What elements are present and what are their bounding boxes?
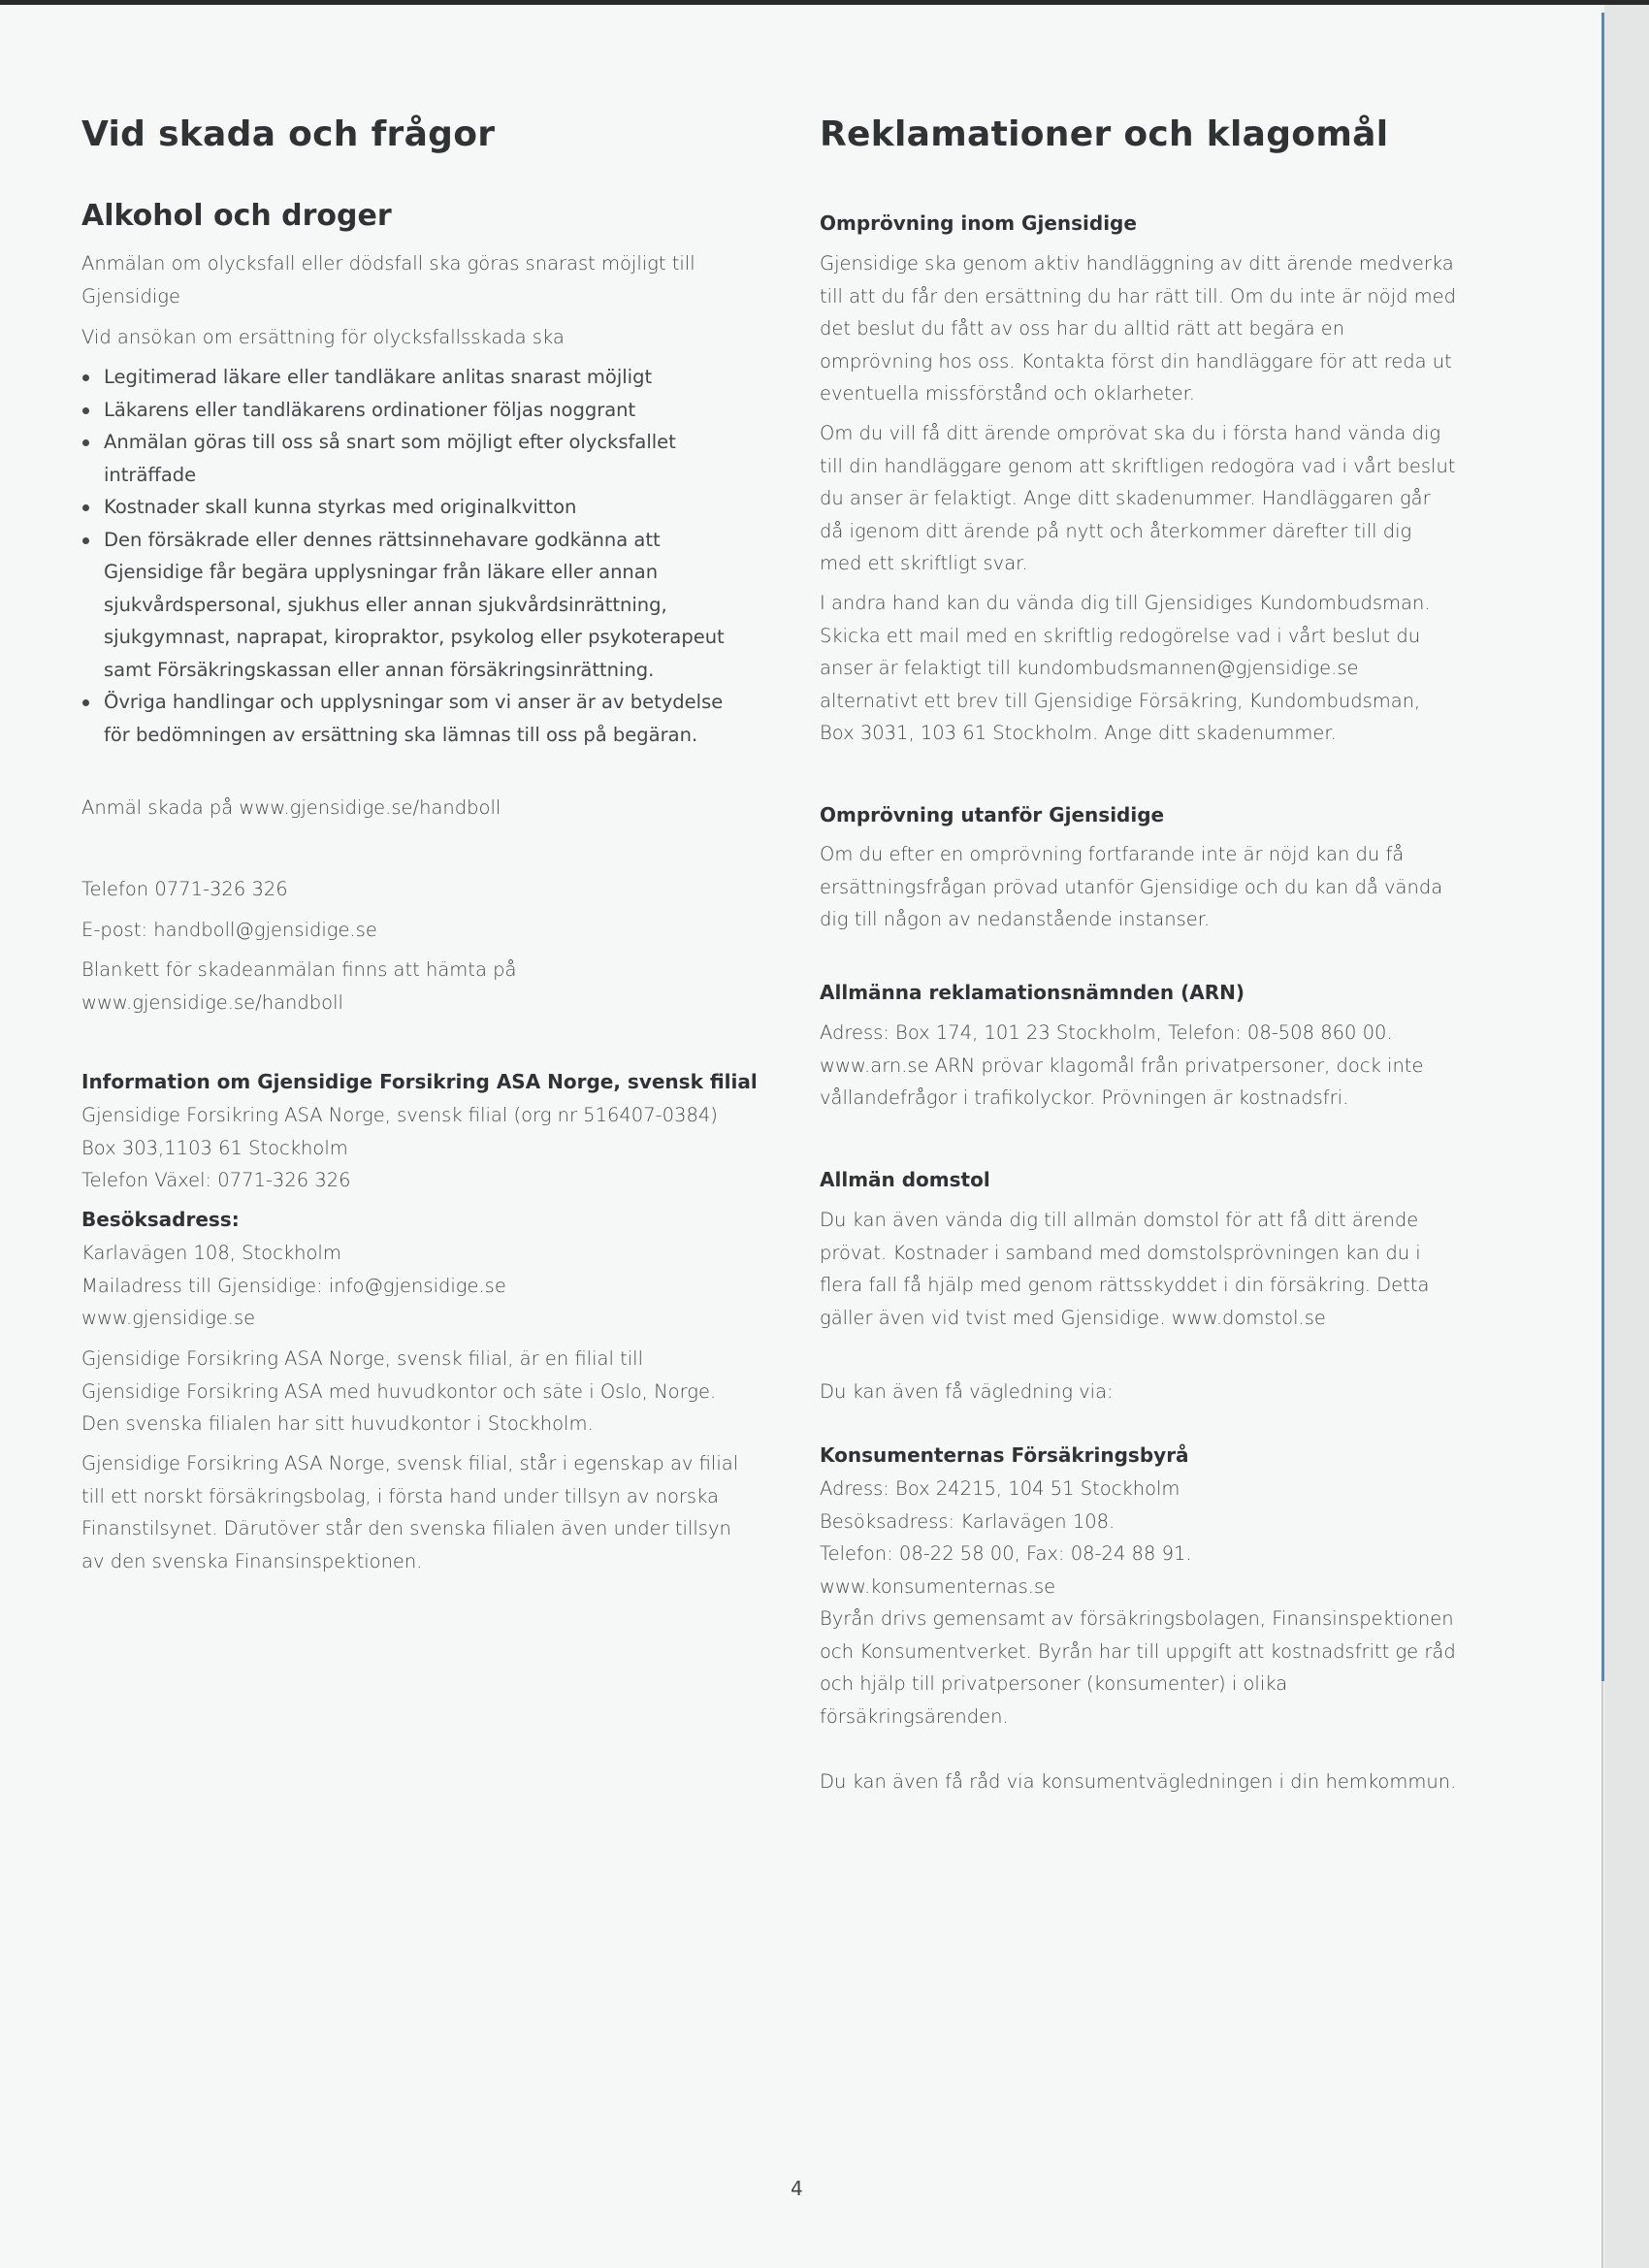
text-line: Om du efter en omprövning fortfarande inte är nöjd kan du få <box>820 843 1405 865</box>
company-info-heading: Information om Gjensidige Forsikring ASA Norge, svensk filial <box>81 1070 758 1093</box>
company-info-paragraph <box>81 1099 780 1197</box>
page-edge-blue-line <box>1601 13 1604 1681</box>
text-line: Gjensidige Forsikring ASA Norge, svensk filial, är en filial till <box>81 1347 643 1370</box>
text-line: Gjensidige <box>81 284 180 308</box>
list-item <box>81 361 799 394</box>
text-line: Du kan även vända dig till allmän domstol för att få ditt ärende <box>820 1209 1419 1231</box>
text-line: Gjensidige Forsikring ASA Norge, svensk filial, står i egenskap av filial <box>81 1452 739 1474</box>
supervision-paragraph <box>81 1447 780 1577</box>
bureau-heading: Konsumenternas Försäkringsbyrå <box>820 1443 1189 1467</box>
text-line: Besöksadress: Karlavägen 108. <box>820 1509 1116 1533</box>
text-line: I andra hand kan du vända dig till Gjensidiges Kundombudsman. <box>820 592 1431 614</box>
ombudsman-paragraph <box>820 587 1518 750</box>
email-link[interactable]: Mailadress till Gjensidige: info@gjensidige.se <box>81 1274 506 1297</box>
text-line: till ett norskt försäkringsbolag, i första hand under tillsyn av norska <box>81 1484 719 1507</box>
section-title-claims: Vid skada och frågor <box>81 114 496 154</box>
text-line: Adress: Box 174, 101 23 Stockholm, Telefon: 08-508 860 00. <box>820 1021 1393 1044</box>
list-item <box>81 394 799 427</box>
section-title-complaints: Reklamationer och klagomål <box>820 114 1389 154</box>
phone-number: Telefon 0771-326 326 <box>81 878 288 900</box>
text-line: ersättningsfrågan prövad utanför Gjensidige och du kan då vända <box>820 875 1443 898</box>
arn-link-line[interactable]: www.arn.se ARN prövar klagomål från privatpersoner, dock inte <box>820 1053 1424 1077</box>
external-review-heading: Omprövning utanför Gjensidige <box>820 803 1165 826</box>
website-link[interactable]: www.gjensidige.se <box>81 1307 256 1329</box>
bureau-website-link[interactable]: www.konsumenternas.se <box>820 1574 1056 1598</box>
list-item <box>81 426 799 491</box>
municipal-guidance-text: Du kan även få råd via konsumentvägledningen i din hemkommun. <box>820 1770 1457 1793</box>
text-line: till att du får den ersättning du har rätt till. Om du inte är nöjd med <box>820 284 1457 308</box>
bullet-icon <box>82 699 89 706</box>
claim-form-link[interactable]: www.gjensidige.se/handboll <box>81 990 343 1014</box>
text-line: Gjensidige Forsikring ASA med huvudkontor och säte i Oslo, Norge. <box>81 1379 717 1403</box>
branch-paragraph <box>81 1343 780 1441</box>
text-line: Anmälan om olycksfall eller dödsfall ska göras snarast möjligt till <box>81 252 695 275</box>
internal-review-paragraph-1 <box>820 247 1518 410</box>
list-item <box>81 491 799 524</box>
bullet-icon <box>82 504 89 511</box>
text-line: Om du vill få ditt ärende omprövat ska du i första hand vända dig <box>820 422 1441 444</box>
ombudsman-email-link[interactable]: anser är felaktigt till kundombudsmannen@gjensidige.se <box>820 657 1359 679</box>
text-line: Gjensidige ska genom aktiv handläggning av ditt ärende medverka <box>820 252 1454 275</box>
email-address[interactable]: E-post: handboll@gjensidige.se <box>81 919 377 941</box>
text-line: för bedömningen av ersättning ska lämnas till oss på begäran. <box>104 723 698 746</box>
text-line: inträffade <box>104 463 197 486</box>
text-line: Legitimerad läkare eller tandläkare anlitas snarast möjligt <box>104 366 653 388</box>
text-line: Telefon: 08-22 58 00, Fax: 08-24 88 91. <box>820 1542 1192 1565</box>
text-line: Box 303,1103 61 Stockholm <box>81 1136 348 1159</box>
text-line: Gjensidige får begära upplysningar från läkare eller annan <box>104 561 659 583</box>
text-line: Skicka ett mail med en skriftlig redogörelse vad i vårt beslut du <box>820 624 1421 647</box>
external-review-paragraph <box>820 838 1518 936</box>
court-link-line[interactable]: gäller även vid tvist med Gjensidige. www.domstol.se <box>820 1306 1326 1329</box>
guidance-text: Du kan även få vägledning via: <box>820 1380 1114 1403</box>
text-line: och hjälp till privatpersoner (konsumenter) i olika <box>820 1672 1288 1695</box>
text-line: eventuella missförstånd och oklarheter. <box>820 382 1196 405</box>
list-item <box>81 524 799 687</box>
bullet-icon <box>82 374 89 381</box>
text-line: alternativt ett brev till Gjensidige Försäkring, Kundombudsman, <box>820 689 1421 712</box>
text-line: av den svenska Finansinspektionen. <box>81 1549 423 1572</box>
text-line: Finanstilsynet. Därutöver står den svenska filialen även under tillsyn <box>81 1517 731 1539</box>
subsection-title-alcohol: Alkohol och droger <box>81 199 392 233</box>
text-line: Den svenska filialen har sitt huvudkontor i Stockholm. <box>81 1412 594 1435</box>
text-line: Gjensidige Forsikring ASA Norge, svensk filial (org nr 516407-0384) <box>81 1104 718 1126</box>
text-line: flera fall få hjälp med genom rättsskyddet i din försäkring. Detta <box>820 1274 1430 1296</box>
text-line: samt Försäkringskassan eller annan försäkringsinrättning. <box>104 658 655 681</box>
text-line: Telefon Växel: 0771-326 326 <box>81 1169 351 1191</box>
text-line: Karlavägen 108, Stockholm <box>81 1242 341 1264</box>
bureau-paragraph <box>820 1473 1518 1733</box>
text-line: Blankett för skadeanmälan finns att hämta på <box>81 958 517 981</box>
arn-paragraph <box>820 1017 1518 1115</box>
text-line: Övriga handlingar och upplysningar som vi anser är av betydelse <box>104 691 724 713</box>
text-line: omprövning hos oss. Kontakta först din handläggare för att reda ut <box>820 349 1452 373</box>
text-line: Den försäkrade eller dennes rättsinnehavare godkänna att <box>104 528 661 551</box>
court-heading: Allmän domstol <box>820 1168 990 1191</box>
claim-form-paragraph <box>81 954 780 1019</box>
text-line: Box 3031, 103 61 Stockholm. Ange ditt skadenummer. <box>820 722 1337 744</box>
court-paragraph <box>820 1204 1518 1334</box>
text-line: med ett skriftligt svar. <box>820 552 1028 574</box>
text-line: Anmälan göras till oss så snart som möjligt efter olycksfallet <box>104 431 676 453</box>
arn-heading: Allmänna reklamationsnämnden (ARN) <box>820 981 1245 1004</box>
visit-address-paragraph <box>81 1237 780 1335</box>
text-line: det beslut du fått av oss har du alltid rätt att begära en <box>820 317 1345 340</box>
list-item <box>81 686 799 751</box>
text-line: Läkarens eller tandläkarens ordinationer följas noggrant <box>104 398 636 421</box>
lead-paragraph: Vid ansökan om ersättning för olycksfallsskada ska <box>81 326 565 348</box>
bullet-icon <box>82 537 89 544</box>
text-line: Adress: Box 24215, 104 51 Stockholm <box>820 1477 1180 1500</box>
text-line: vållandefrågor i trafikolyckor. Prövningen är kostnadsfri. <box>820 1086 1349 1109</box>
text-line: försäkringsärenden. <box>820 1704 1009 1728</box>
text-line: då igenom ditt ärende på nytt och återkommer därefter till dig <box>820 519 1412 542</box>
text-line: och Konsumentverket. Byrån har till uppgift att kostnadsfritt ge råd <box>820 1639 1456 1663</box>
page-edge-line <box>1601 1681 1603 2268</box>
internal-review-paragraph-2 <box>820 417 1518 580</box>
visit-address-heading: Besöksadress: <box>81 1208 240 1231</box>
text-line: prövat. Kostnader i samband med domstolsprövningen kan du i <box>820 1241 1421 1264</box>
scan-right-margin <box>1604 5 1649 2268</box>
intro-paragraph <box>81 247 780 312</box>
text-line: sjukgymnast, naprapat, kiropraktor, psykolog eller psykoterapeut <box>104 626 725 648</box>
text-line: Kostnader skall kunna styrkas med originalkvitton <box>104 496 577 518</box>
text-line: dig till någon av nedanstående instanser. <box>820 908 1211 930</box>
internal-review-heading: Omprövning inom Gjensidige <box>820 211 1137 235</box>
text-line: du anser är felaktigt. Ange ditt skadenummer. Handläggaren går <box>820 487 1431 509</box>
text-line: Byrån drivs gemensamt av försäkringsbolagen, Finansinspektionen <box>820 1607 1454 1630</box>
bullet-icon <box>82 439 89 446</box>
report-online-link[interactable]: Anmäl skada på www.gjensidige.se/handboll <box>81 796 501 819</box>
bullet-icon <box>82 407 89 414</box>
text-line: till din handläggare genom att skriftligen redogöra vad i vårt beslut <box>820 454 1456 477</box>
page-number: 4 <box>791 2177 803 2200</box>
text-line: sjukvårdspersonal, sjukhus eller annan sjukvårdsinrättning, <box>104 593 667 616</box>
requirements-list <box>81 361 799 751</box>
